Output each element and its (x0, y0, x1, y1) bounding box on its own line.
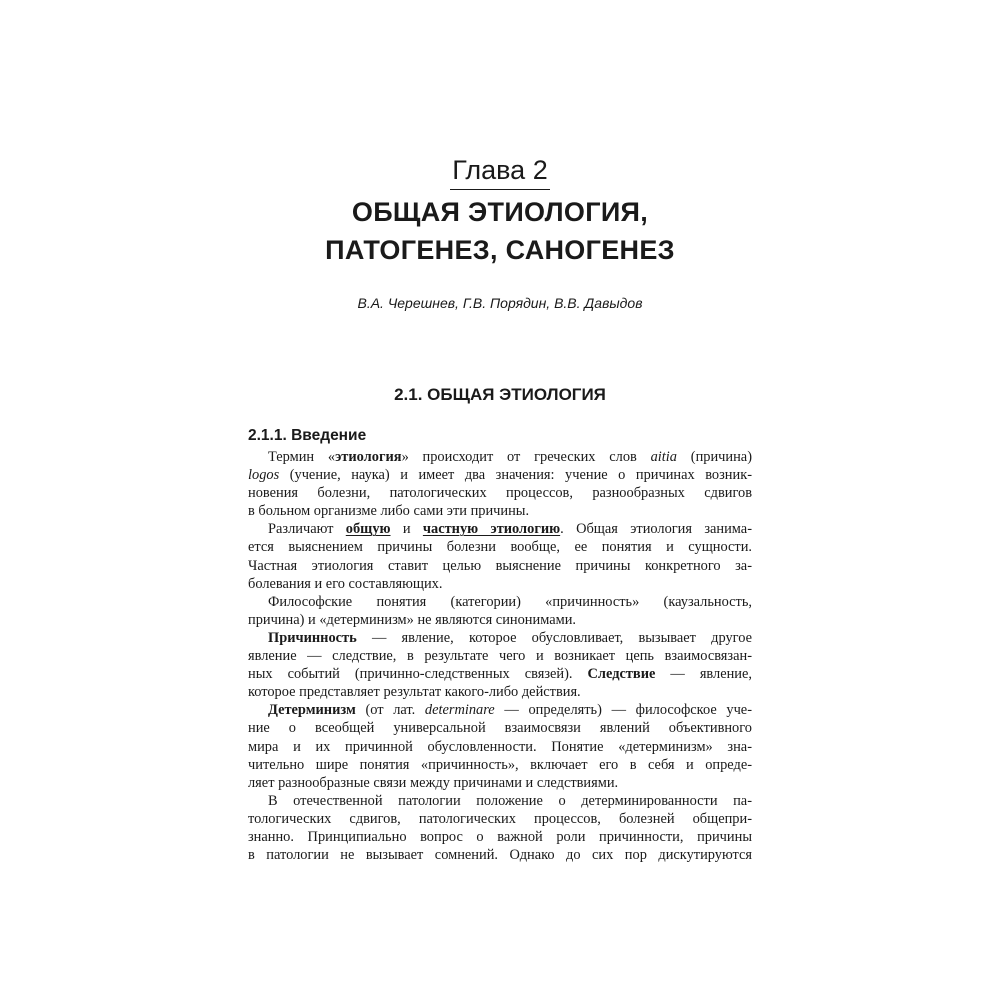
text-run: мира и их причинной обусловленности. Понятие «детерминизм» зна- (248, 738, 752, 755)
chapter-title (0, 193, 1000, 269)
text-run: тологических сдвигов, патологических процессов, болезней общепри- (248, 810, 752, 827)
text-run: ние о всеобщей универсальной взаимосвязи явлений объективного (248, 720, 752, 737)
text-line (248, 846, 752, 864)
text-line (248, 611, 752, 629)
chapter-label (0, 153, 1000, 190)
text-run: (учение, наука) и имеет два значения: учение о причинах возник- (279, 467, 752, 484)
text-line (248, 810, 752, 828)
text-line (248, 738, 752, 756)
text-line (248, 774, 752, 792)
text-line (248, 575, 752, 593)
text-run: ется выяснением причины болезни вообще, ее понятия и сущности. (248, 539, 752, 556)
text-run: ляет разнообразные связи между причинами и следствиями. (248, 774, 619, 791)
emphasized-term: общую (345, 521, 391, 538)
text-run: новения болезни, патологических процессов, разнообразных сдвигов (248, 485, 752, 502)
text-run: . Общая этиология занима- (560, 521, 752, 538)
text-run: Термин « (268, 449, 336, 465)
text-line (248, 629, 752, 647)
text-line (248, 665, 752, 683)
emphasized-term: частную этиологию (422, 521, 561, 538)
text-line (248, 520, 752, 538)
subsection-title: 2.1.1. Введение (248, 427, 367, 444)
text-run: Различают (268, 521, 346, 538)
chapter-title-line-1: ОБЩАЯ ЭТИОЛОГИЯ, (351, 197, 649, 227)
text-line (248, 557, 752, 575)
text-run: знанно. Принципиально вопрос о важной роли причинности, причины (248, 828, 752, 845)
text-line (248, 538, 752, 556)
emphasized-term: aitia (650, 449, 677, 465)
text-run: чительно шире понятия «причинность», включает его в себя и опреде- (248, 756, 752, 773)
text-line (248, 466, 752, 484)
text-line (248, 593, 752, 611)
text-line (248, 701, 752, 719)
text-line (248, 647, 752, 665)
text-run: — определять) — философское уче- (494, 702, 752, 719)
text-run: болевания и его составляющих. (248, 575, 443, 592)
text-run: Частная этиология ставит целью выяснение причины конкретного за- (248, 557, 752, 574)
text-run: которое представляет результат какого-либо действия. (248, 684, 581, 701)
text-run: (причина) (677, 449, 752, 465)
emphasized-term: Причинность (268, 629, 357, 646)
text-run: Философские понятия (категории) «причинность» (каузальность, (268, 593, 752, 610)
emphasized-term: determinare (424, 702, 495, 719)
text-run: в патологии не вызывает сомнений. Однако до сих пор дискутируются (248, 847, 752, 864)
text-run: и (390, 521, 423, 538)
text-line (248, 448, 752, 466)
emphasized-term: этиология (335, 449, 402, 465)
text-run: в больном организме либо сами эти причины. (248, 503, 530, 520)
text-line (248, 756, 752, 774)
text-run: В отечественной патологии положение о детерминированности па- (268, 792, 752, 809)
emphasized-term: logos (248, 467, 280, 484)
chapter-label-text: Глава 2 (450, 153, 549, 190)
text-run: — явление, которое обусловливает, вызывает другое (356, 629, 752, 646)
text-run: — явление, (655, 666, 752, 683)
text-run: явление — следствие, в результате чего и возникает цепь взаимосвязан- (248, 648, 752, 665)
section-title: 2.1. ОБЩАЯ ЭТИОЛОГИЯ (394, 385, 606, 404)
text-run: » происходит от греческих слов (401, 449, 651, 465)
text-run: причина) и «детерминизм» не являются синонимами. (248, 611, 576, 628)
emphasized-term: Детерминизм (268, 702, 356, 719)
text-line (248, 484, 752, 502)
chapter-title-line-2: ПАТОГЕНЕЗ, САНОГЕНЕЗ (325, 235, 675, 265)
text-run: (от лат. (355, 702, 425, 719)
text-line (248, 828, 752, 846)
chapter-authors: В.А. Черешнев, Г.В. Порядин, В.В. Давыдов (357, 295, 643, 311)
text-line (248, 792, 752, 810)
text-line (248, 502, 752, 520)
text-line (248, 683, 752, 701)
text-run: ных событий (причинно-следственных связей). (248, 666, 588, 683)
body-text (248, 448, 752, 864)
text-line (248, 719, 752, 737)
emphasized-term: Следствие (587, 666, 656, 683)
